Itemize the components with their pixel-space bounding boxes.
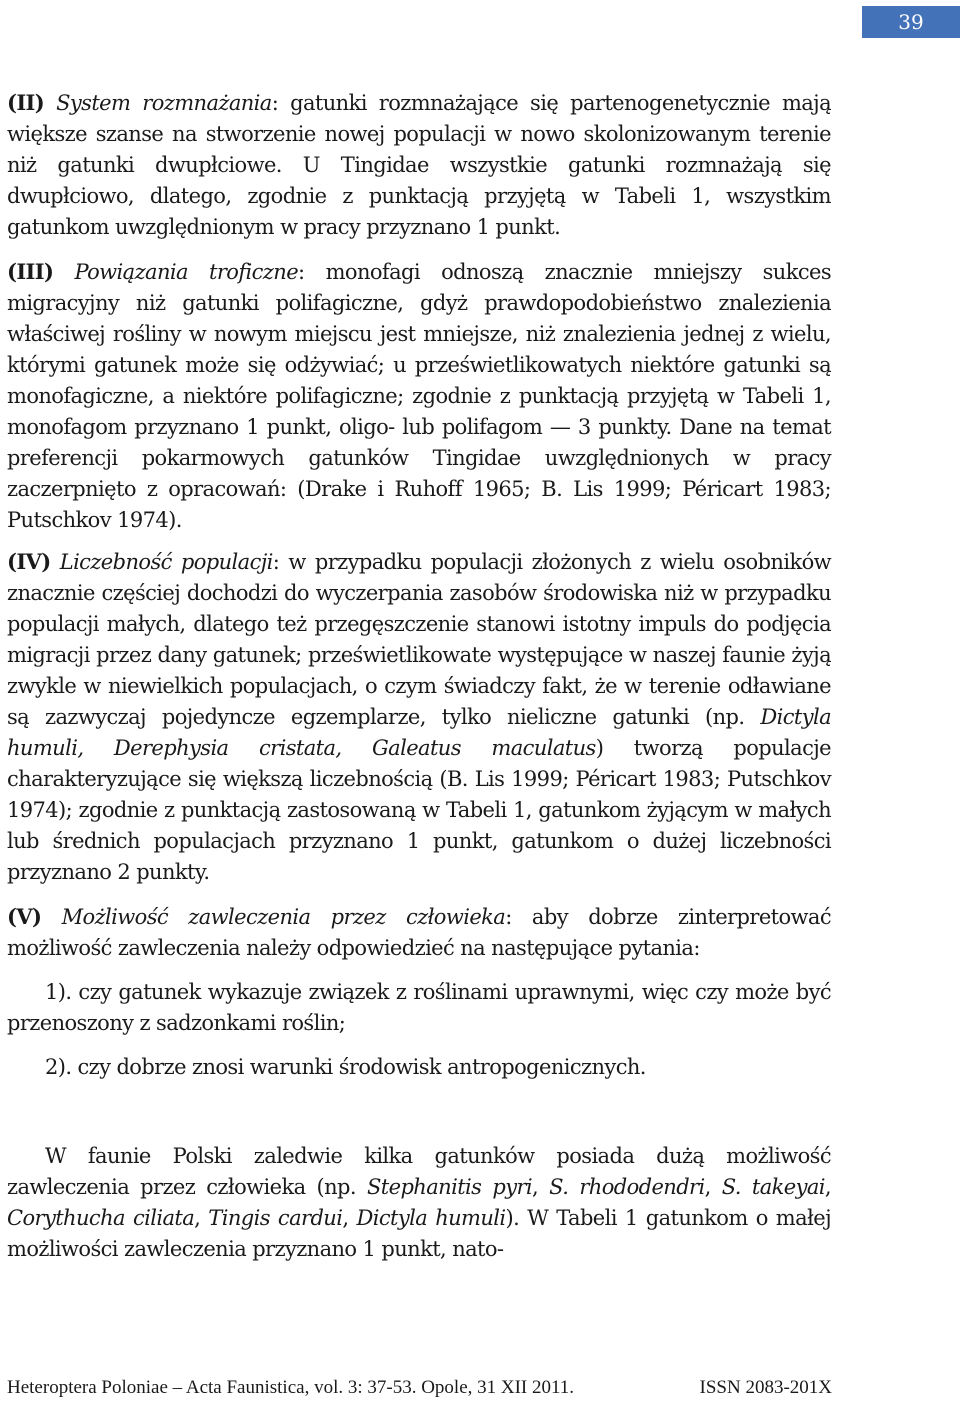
- final-text-b: ). W Tabeli 1 gatunkom o małej możliwości zawleczenia przyznano 1 punkt, nato-: [7, 1206, 831, 1261]
- footer-issn: ISSN 2083-201X: [699, 1377, 832, 1398]
- page-footer: [7, 1377, 832, 1399]
- section-iii-label: (III): [7, 259, 54, 284]
- separator: ,: [342, 1206, 357, 1230]
- separator: ,: [824, 1175, 831, 1199]
- document-body: [7, 87, 831, 1265]
- section-ii-label: (II): [7, 90, 45, 115]
- section-iii-paragraph: [7, 256, 831, 536]
- section-ii-text: : gatunki rozmnażające się partenogenetycznie mają większe szanse na stworzenie nowej populacji w nowo skolonizowanym terenie niż gatunki dwupłciowe. U Tingidae wszystkie gatunki rozmnażają się dwupłciowo, dlatego, zgodnie z punktacją przyjętą w Tabeli 1, wszystkim gatunkom uwzględnionym w pracy przyznano 1 punkt.: [7, 91, 832, 239]
- section-v-text: : aby dobrze zinterpretować możliwość zawleczenia należy odpowiedzieć na następujące pytania:: [7, 905, 831, 960]
- section-iii-term: Powiązania troficzne: [74, 260, 299, 284]
- footer-citation: Heteroptera Poloniae – Acta Faunistica, vol. 3: 37-53. Opole, 31 XII 2011.: [7, 1377, 575, 1398]
- section-v-term: Możliwość zawleczenia przez człowieka: [61, 905, 506, 929]
- question-1: 1). czy gatunek wykazuje związek z roślinami uprawnymi, więc czy może być przenoszony z sadzonkami roślin;: [7, 980, 831, 1035]
- species-dictyla-humuli: Dictyla humuli: [356, 1206, 506, 1230]
- question-2: 2). czy dobrze znosi warunki środowisk antropogenicznych.: [45, 1055, 646, 1079]
- species-corythucha-ciliata: Corythucha ciliata: [7, 1206, 195, 1230]
- separator: ,: [194, 1206, 209, 1230]
- species-s-rhododendri: S. rhododendri: [549, 1175, 705, 1199]
- section-iv-label: (IV): [7, 549, 51, 574]
- separator: ,: [532, 1175, 550, 1199]
- species-tingis-cardui: Tingis cardui: [208, 1206, 343, 1230]
- section-iv-paragraph: [7, 546, 831, 888]
- section-iv-term: Liczebność populacji: [59, 550, 273, 574]
- section-v-label: (V): [7, 904, 42, 929]
- final-text-a: W faunie Polski zaledwie kilka gatunków posiada dużą możliwość zawleczenia przez człowieka (np.: [7, 1144, 831, 1199]
- page-number-badge: 39: [862, 6, 960, 38]
- species-stephanitis-pyri: Stephanitis pyri: [367, 1175, 533, 1199]
- final-paragraph: [7, 1141, 831, 1265]
- section-iii-text: : monofagi odnoszą znacznie mniejszy sukces migracyjny niż gatunki polifagiczne, gdyż prawdopodobieństwo znalezienia właściwej rośliny w nowym miejscu jest mniejsze, niż znalezienia jednej z wielu, którymi gatunek może się odżywiać; u prześwietlikowatych niektóre gatunki są monofagiczne, a niektóre polifagiczne; zgodnie z punktacją przyjętą w Tabeli 1, monofagom przyznano 1 punkt, oligo- lub polifagom — 3 punkty. Dane na temat preferencji pokarmowych gatunków Tingidae uwzględnionych w pracy zaczerpnięto z opracowań: (Drake i Ruhoff 1965; B. Lis 1999; Péricart 1983; Putschkov 1974).: [7, 260, 832, 532]
- section-iv-species: Dictyla humuli, Derephysia cristata, Galeatus maculatus: [7, 705, 831, 760]
- separator: ,: [704, 1175, 722, 1199]
- species-s-takeyai: S. takeyai: [721, 1175, 825, 1199]
- section-v-paragraph: [7, 901, 831, 964]
- section-iv-text-a: : w przypadku populacji złożonych z wielu osobników znacznie częściej dochodzi do wyczerpania zasobów środowiska niż w przypadku populacji małych, dlatego też przegęszczenie stanowi istotny impuls do podjęcia migracji przez dany gatunek; prześwietlikowate występujące w naszej faunie żyją zwykle w niewielkich populacjach, o czym świadczy fakt, że w terenie odławiane są zazwyczaj pojedyncze egzemplarze, tylko nieliczne gatunki (np.: [7, 550, 831, 729]
- section-iv-text-b: ) tworzą populacje charakteryzujące się większą liczebnością (B. Lis 1999; Péricart 1983; Putschkov 1974); zgodnie z punktacją zastosowaną w Tabeli 1, gatunkom żyjącym w małych lub średnich populacjach przyznano 1 punkt, gatunkom o dużej liczebności przyznano 2 punkty.: [7, 736, 831, 884]
- section-ii-paragraph: [7, 87, 831, 243]
- section-ii-term: System rozmnażania: [56, 91, 272, 115]
